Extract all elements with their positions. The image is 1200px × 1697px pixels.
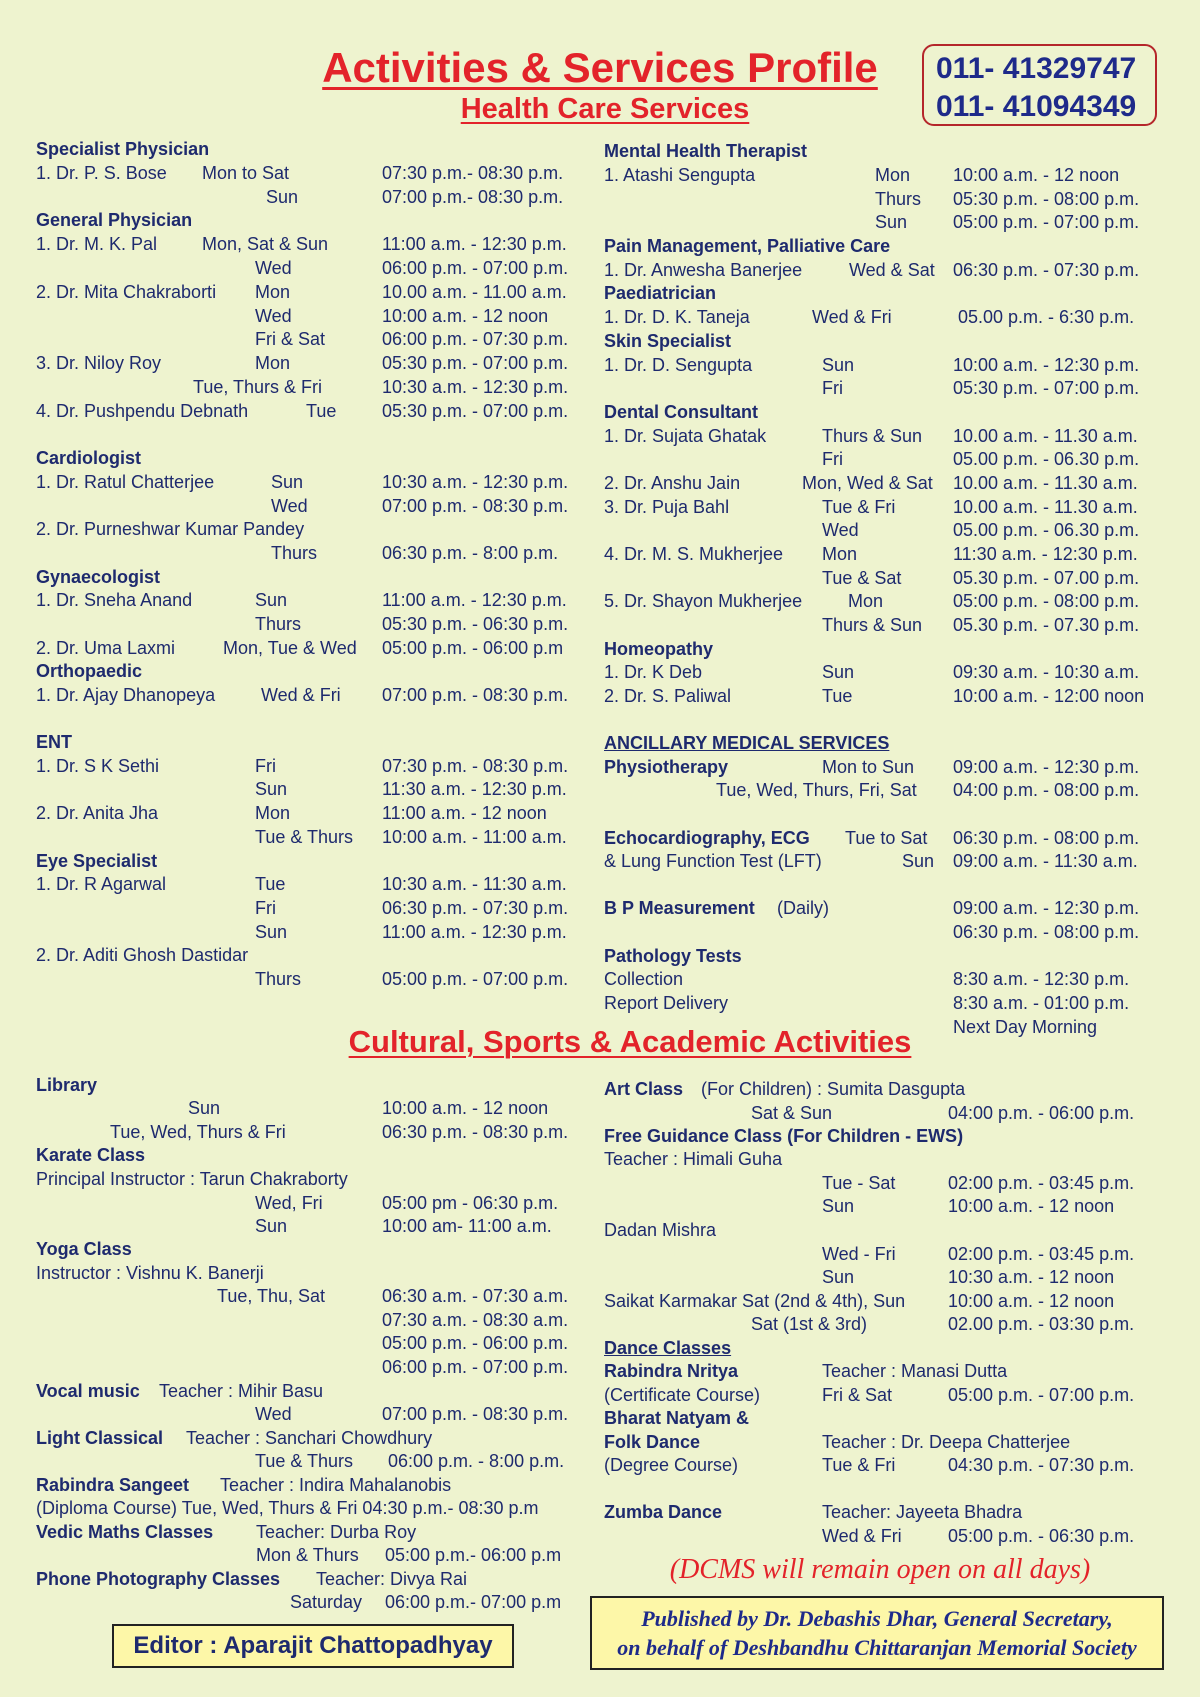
section-heading: B P Measurement <box>604 898 755 918</box>
schedule-text: 06:30 p.m. - 08:00 p.m. <box>953 922 1140 942</box>
schedule-text: 10:00 a.m. - 12:30 p.m. <box>953 355 1140 375</box>
section-heading: ANCILLARY MEDICAL SERVICES <box>604 733 890 753</box>
schedule-text: Fri <box>255 756 276 776</box>
schedule-text: 1. Dr. Ajay Dhanopeya <box>36 685 216 705</box>
schedule-text: 1. Dr. R Agarwal <box>36 874 167 894</box>
schedule-text: Sun <box>902 851 935 871</box>
schedule-text: 3. Dr. Niloy Roy <box>36 353 162 373</box>
schedule-text: 10:00 a.m. - 12 noon <box>948 1196 1115 1216</box>
schedule-text: (For Children) : Sumita Dasgupta <box>701 1079 966 1099</box>
schedule-text: Wed - Fri <box>822 1244 896 1264</box>
schedule-text: (Certificate Course) <box>604 1385 761 1405</box>
schedule-text: Mon to Sat <box>202 163 290 183</box>
schedule-text: 05:00 p.m. - 06:00 p.m <box>382 638 564 658</box>
schedule-text: 11:00 a.m. - 12:30 p.m. <box>382 922 567 942</box>
schedule-text: Tue, Wed, Thurs, Fri, Sat <box>716 780 917 800</box>
schedule-text: 09:00 a.m. - 11:30 a.m. <box>953 851 1138 871</box>
publisher-line: Published by Dr. Debashis Dhar, General Secretary, <box>641 1606 1113 1631</box>
section-heading: Mental Health Therapist <box>604 141 808 161</box>
schedule-text: 06:30 p.m. - 8:00 p.m. <box>382 543 559 563</box>
schedule-text: Tue & Sat <box>822 568 902 588</box>
section-title-cultural: Cultural, Sports & Academic Activities <box>348 1024 912 1059</box>
schedule-text: 05:00 p.m. - 07:00 p.m. <box>948 1385 1135 1405</box>
schedule-text: 06:30 a.m. - 07:30 a.m. <box>382 1286 569 1306</box>
schedule-text: 1. Dr. K Deb <box>604 662 703 682</box>
schedule-text: Wed & Fri <box>822 1526 902 1546</box>
schedule-text: Wed <box>255 1404 292 1424</box>
schedule-text: (Daily) <box>777 898 829 918</box>
schedule-text: 2. Dr. Mita Chakraborti <box>36 282 217 302</box>
schedule-text: Sun <box>822 662 855 682</box>
schedule-text: Teacher: Jayeeta Bhadra <box>822 1502 1023 1522</box>
publisher-credit <box>590 1596 1164 1670</box>
open-days-notice: (DCMS will remain open on all days) <box>669 1554 1091 1585</box>
section-heading: General Physician <box>36 210 193 230</box>
schedule-text: Wed <box>271 496 308 516</box>
schedule-text: Mon <box>875 165 911 185</box>
schedule-text: 05:00 p.m. - 08:00 p.m. <box>953 591 1140 611</box>
section-heading: Echocardiography, ECG <box>604 828 810 848</box>
section-heading: Rabindra Nritya <box>604 1361 739 1381</box>
schedule-text: Tue <box>255 874 286 894</box>
schedule-text: 05:30 p.m. - 07:00 p.m. <box>382 401 569 421</box>
schedule-text: Wed, Fri <box>255 1193 323 1213</box>
schedule-text: Tue & Fri <box>822 1455 896 1475</box>
schedule-text: 2. Dr. Anshu Jain <box>604 473 741 493</box>
schedule-text: 06:30 p.m. - 08:30 p.m. <box>382 1122 569 1142</box>
phone-number: 011- 41094349 <box>936 90 1137 123</box>
schedule-text: 05:30 p.m. - 07:00 p.m. <box>953 378 1140 398</box>
schedule-text: Tue - Sat <box>822 1173 896 1193</box>
schedule-text: Fri & Sat <box>255 329 326 349</box>
schedule-text: 07:00 p.m.- 08:30 p.m. <box>382 187 564 207</box>
schedule-text: 07:30 p.m.- 08:30 p.m. <box>382 163 564 183</box>
schedule-text: Mon <box>255 282 291 302</box>
section-heading: Dental Consultant <box>604 402 759 422</box>
editor-credit: Editor : Aparajit Chattopadhyay <box>112 1624 514 1668</box>
schedule-text: 07:30 a.m. - 08:30 a.m. <box>382 1310 569 1330</box>
schedule-text: Wed & Fri <box>812 307 892 327</box>
schedule-text: 09:00 a.m. - 12:30 p.m. <box>953 898 1140 918</box>
section-heading: Yoga Class <box>36 1239 132 1259</box>
schedule-text: 8:30 a.m. - 12:30 p.m. <box>953 969 1130 989</box>
schedule-text: 2. Dr. Aditi Ghosh Dastidar <box>36 945 249 965</box>
schedule-text: 04:30 p.m. - 07:30 p.m. <box>948 1455 1135 1475</box>
schedule-text: Fri & Sat <box>822 1385 893 1405</box>
schedule-text: 11:30 a.m. - 12:30 p.m. <box>953 544 1138 564</box>
schedule-text: 4. Dr. M. S. Mukherjee <box>604 544 784 564</box>
schedule-text: 06:00 p.m.- 07:00 p.m <box>385 1592 562 1612</box>
schedule-text: Wed <box>255 258 292 278</box>
schedule-text: 06:00 p.m. - 8:00 p.m. <box>388 1451 565 1471</box>
section-heading: Zumba Dance <box>604 1502 723 1522</box>
schedule-text: 11:00 a.m. - 12 noon <box>382 803 547 823</box>
schedule-text: Fri <box>822 449 843 469</box>
schedule-text: Sun <box>822 355 855 375</box>
schedule-text: Wed & Fri <box>261 685 341 705</box>
schedule-text: Thurs <box>255 614 302 634</box>
section-heading: Physiotherapy <box>604 757 729 777</box>
phone-box <box>922 44 1157 126</box>
schedule-text: Mon <box>255 353 291 373</box>
schedule-text: Mon, Wed & Sat <box>802 473 933 493</box>
page-title: Activities & Services Profile <box>322 44 878 91</box>
schedule-text: 1. Dr. S K Sethi <box>36 756 160 776</box>
phone-number: 011- 41329747 <box>936 52 1137 85</box>
schedule-text: 05.00 p.m. - 6:30 p.m. <box>958 307 1135 327</box>
schedule-text: 2. Dr. Purneshwar Kumar Pandey <box>36 519 305 539</box>
section-heading: Specialist Physician <box>36 139 210 159</box>
schedule-text: 10:00 a.m. - 11:00 a.m. <box>382 827 567 847</box>
schedule-text: 05.30 p.m. - 07.30 p.m. <box>953 615 1140 635</box>
schedule-text: 10:30 a.m. - 11:30 a.m. <box>382 874 567 894</box>
section-heading: Library <box>36 1075 98 1095</box>
page-subtitle: Health Care Services <box>460 93 750 125</box>
schedule-text: Teacher : Indira Mahalanobis <box>220 1475 452 1495</box>
section-heading: Cardiologist <box>36 448 142 468</box>
schedule-text: Thurs & Sun <box>822 615 923 635</box>
schedule-text: 1. Atashi Sengupta <box>604 165 756 185</box>
section-heading: ENT <box>36 732 72 752</box>
schedule-text: 05:00 p.m. - 07:00 p.m. <box>382 969 569 989</box>
schedule-text: Fri <box>255 898 276 918</box>
schedule-text: 2. Dr. Uma Laxmi <box>36 638 176 658</box>
section-heading: Pain Management, Palliative Care <box>604 236 891 256</box>
publisher-line: on behalf of Deshbandhu Chittaranjan Memorial Society <box>617 1635 1137 1660</box>
schedule-text: Tue, Wed, Thurs & Fri <box>110 1122 286 1142</box>
schedule-text: Sun <box>255 1216 288 1236</box>
schedule-text: 4. Dr. Pushpendu Debnath <box>36 401 249 421</box>
section-heading: Karate Class <box>36 1145 146 1165</box>
schedule-text: Sun <box>255 922 288 942</box>
schedule-text: Sun <box>266 187 299 207</box>
schedule-text: 05.30 p.m. - 07.00 p.m. <box>953 568 1140 588</box>
schedule-text: Mon <box>848 591 884 611</box>
schedule-text: Sun <box>188 1098 221 1118</box>
section-heading: Rabindra Sangeet <box>36 1475 190 1495</box>
schedule-text: Sat (1st & 3rd) <box>751 1314 868 1334</box>
section-heading: Art Class <box>604 1079 684 1099</box>
schedule-text: Saikat Karmakar Sat (2nd & 4th), Sun <box>604 1291 906 1311</box>
schedule-text: 10:00 a.m. - 12 noon <box>953 165 1120 185</box>
schedule-text: 06:00 p.m. - 07:30 p.m. <box>382 329 569 349</box>
schedule-text: Next Day Morning <box>953 1017 1098 1037</box>
schedule-text: Teacher : Sanchari Chowdhury <box>186 1428 433 1448</box>
schedule-text: 10:30 a.m. - 12:30 p.m. <box>382 377 569 397</box>
schedule-text: 05.00 p.m. - 06.30 p.m. <box>953 449 1140 469</box>
schedule-text: Sun <box>255 590 288 610</box>
schedule-text: 1. Dr. Anwesha Banerjee <box>604 260 803 280</box>
schedule-text: 1. Dr. Ratul Chatterjee <box>36 472 215 492</box>
schedule-text: Report Delivery <box>604 993 729 1013</box>
schedule-text: Teacher : Dr. Deepa Chatterjee <box>822 1432 1071 1452</box>
schedule-text: Tue, Thurs & Fri <box>193 377 323 397</box>
schedule-text: Thurs <box>271 543 318 563</box>
section-heading: Phone Photography Classes <box>36 1569 281 1589</box>
schedule-text: 05:00 pm - 06:30 p.m. <box>382 1193 559 1213</box>
schedule-text: 09:30 a.m. - 10:30 a.m. <box>953 662 1140 682</box>
schedule-text: Wed & Sat <box>849 260 935 280</box>
schedule-text: 10:00 am- 11:00 a.m. <box>382 1216 552 1236</box>
schedule-text: Teacher : Himali Guha <box>604 1149 783 1169</box>
schedule-text: Tue <box>306 401 337 421</box>
schedule-text: Dadan Mishra <box>604 1220 717 1240</box>
schedule-text: 2. Dr. Anita Jha <box>36 803 159 823</box>
schedule-text: Collection <box>604 969 684 989</box>
schedule-text: 3. Dr. Puja Bahl <box>604 497 730 517</box>
schedule-text: 02:00 p.m. - 03:45 p.m. <box>948 1173 1135 1193</box>
section-heading: Gynaecologist <box>36 567 161 587</box>
schedule-text: 05:00 p.m. - 06:00 p.m. <box>382 1333 569 1353</box>
schedule-text: 06:30 p.m. - 07:30 p.m. <box>382 898 569 918</box>
schedule-text: & Lung Function Test (LFT) <box>604 851 822 871</box>
section-heading: Free Guidance Class (For Children - EWS) <box>604 1126 964 1146</box>
schedule-text: Teacher: Divya Rai <box>316 1569 468 1589</box>
schedule-text: 05:30 p.m. - 08:00 p.m. <box>953 189 1140 209</box>
schedule-text: Tue to Sat <box>845 828 928 848</box>
schedule-text: Sun <box>822 1196 855 1216</box>
schedule-text: 07:00 p.m. - 08:30 p.m. <box>382 496 569 516</box>
section-heading: Eye Specialist <box>36 851 158 871</box>
schedule-text: 06:00 p.m. - 07:00 p.m. <box>382 258 569 278</box>
section-heading: Pathology Tests <box>604 946 742 966</box>
schedule-text: 8:30 a.m. - 01:00 p.m. <box>953 993 1130 1013</box>
schedule-text: 10:00 a.m. - 12 noon <box>382 306 549 326</box>
section-heading: Dance Classes <box>604 1338 732 1358</box>
section-heading: Paediatrician <box>604 283 717 303</box>
schedule-text: 05:00 p.m.- 06:00 p.m <box>385 1545 562 1565</box>
schedule-text: Sun <box>822 1267 855 1287</box>
schedule-text: 10.00 a.m. - 11.30 a.m. <box>953 473 1138 493</box>
schedule-text: Instructor : Vishnu K. Banerji <box>36 1263 264 1283</box>
schedule-text: 1. Dr. Sujata Ghatak <box>604 426 767 446</box>
schedule-text: Tue, Thu, Sat <box>217 1286 326 1306</box>
schedule-text: 10:00 a.m. - 12 noon <box>948 1291 1115 1311</box>
schedule-text: 10.00 a.m. - 11.30 a.m. <box>953 497 1138 517</box>
schedule-text: Mon <box>255 803 291 823</box>
schedule-text: 02:00 p.m. - 03:45 p.m. <box>948 1244 1135 1264</box>
schedule-text: Mon & Thurs <box>256 1545 359 1565</box>
section-heading: Orthopaedic <box>36 661 143 681</box>
schedule-text: Mon, Tue & Wed <box>223 638 357 658</box>
schedule-text: Thurs <box>255 969 302 989</box>
schedule-text: 10:30 a.m. - 12 noon <box>948 1267 1115 1287</box>
schedule-text: (Degree Course) <box>604 1455 739 1475</box>
schedule-text: 1. Dr. D. K. Taneja <box>604 307 750 327</box>
section-heading: Vedic Maths Classes <box>36 1522 214 1542</box>
schedule-text: 11:00 a.m. - 12:30 p.m. <box>382 590 567 610</box>
schedule-text: Tue & Thurs <box>255 1451 354 1471</box>
schedule-text: 05:30 p.m. - 07:00 p.m. <box>382 353 569 373</box>
schedule-text: Mon to Sun <box>822 757 915 777</box>
schedule-text: 07:00 p.m. - 08:30 p.m. <box>382 685 569 705</box>
schedule-text: Principal Instructor : Tarun Chakraborty <box>36 1169 348 1189</box>
schedule-text: Teacher : Mihir Basu <box>159 1381 324 1401</box>
schedule-text: Sun <box>271 472 304 492</box>
schedule-text: Thurs & Sun <box>822 426 923 446</box>
schedule-text: 06:30 p.m. - 08:00 p.m. <box>953 828 1140 848</box>
schedule-text: 06:00 p.m. - 07:00 p.m. <box>382 1357 569 1377</box>
schedule-text: Wed <box>822 520 859 540</box>
schedule-text: Mon <box>822 544 858 564</box>
schedule-text: 2. Dr. S. Paliwal <box>604 686 732 706</box>
schedule-text: 1. Dr. P. S. Bose <box>36 163 167 183</box>
schedule-text: Mon, Sat & Sun <box>202 234 329 254</box>
schedule-text: Teacher: Durba Roy <box>256 1522 417 1542</box>
schedule-text: 11:00 a.m. - 12:30 p.m. <box>382 234 567 254</box>
schedule-text: 10:00 a.m. - 12 noon <box>382 1098 549 1118</box>
schedule-text: Sat & Sun <box>751 1103 833 1123</box>
schedule-text: (Diploma Course) Tue, Wed, Thurs & Fri 04:30 p.m.- 08:30 p.m <box>36 1498 539 1518</box>
section-heading: Light Classical <box>36 1428 164 1448</box>
schedule-text: Tue & Thurs <box>255 827 354 847</box>
schedule-text: Wed <box>255 306 292 326</box>
schedule-text: Sun <box>255 779 288 799</box>
schedule-text: 1. Dr. D. Sengupta <box>604 355 753 375</box>
schedule-text: Tue <box>822 686 853 706</box>
schedule-text: 04:00 p.m. - 08:00 p.m. <box>953 780 1140 800</box>
schedule-text: 05:00 p.m. - 06:30 p.m. <box>948 1526 1135 1546</box>
schedule-text: Fri <box>822 378 843 398</box>
schedule-text: Saturday <box>290 1592 363 1612</box>
schedule-text: 05:30 p.m. - 06:30 p.m. <box>382 614 569 634</box>
schedule-text: 10.00 a.m. - 11.30 a.m. <box>953 426 1138 446</box>
schedule-text: Tue & Fri <box>822 497 896 517</box>
schedule-text: 07:30 p.m. - 08:30 p.m. <box>382 756 569 776</box>
schedule-text: Thurs <box>875 189 922 209</box>
schedule-text: 1. Dr. M. K. Pal <box>36 234 158 254</box>
schedule-text: 02.00 p.m. - 03:30 p.m. <box>948 1314 1135 1334</box>
schedule-text: 11:30 a.m. - 12:30 p.m. <box>382 779 567 799</box>
schedule-text: 10:00 a.m. - 12:00 noon <box>953 686 1145 706</box>
schedule-text: 05.00 p.m. - 06.30 p.m. <box>953 520 1140 540</box>
schedule-text: 09:00 a.m. - 12:30 p.m. <box>953 757 1140 777</box>
schedule-text: 1. Dr. Sneha Anand <box>36 590 193 610</box>
schedule-text: 10:30 a.m. - 12:30 p.m. <box>382 472 569 492</box>
schedule-text: 04:00 p.m. - 06:00 p.m. <box>948 1103 1135 1123</box>
schedule-text: 06:30 p.m. - 07:30 p.m. <box>953 260 1140 280</box>
section-heading: Vocal music <box>36 1381 140 1401</box>
schedule-text: Sun <box>875 212 908 232</box>
section-heading: Bharat Natyam & <box>604 1408 750 1428</box>
schedule-text: 05:00 p.m. - 07:00 p.m. <box>953 212 1140 232</box>
section-heading: Skin Specialist <box>604 331 732 351</box>
schedule-text: Teacher : Manasi Dutta <box>822 1361 1008 1381</box>
schedule-text: 10.00 a.m. - 11.00 a.m. <box>382 282 567 302</box>
section-heading: Homeopathy <box>604 639 714 659</box>
section-heading: Folk Dance <box>604 1432 701 1452</box>
schedule-text: 07:00 p.m. - 08:30 p.m. <box>382 1404 569 1424</box>
schedule-text: 5. Dr. Shayon Mukherjee <box>604 591 803 611</box>
